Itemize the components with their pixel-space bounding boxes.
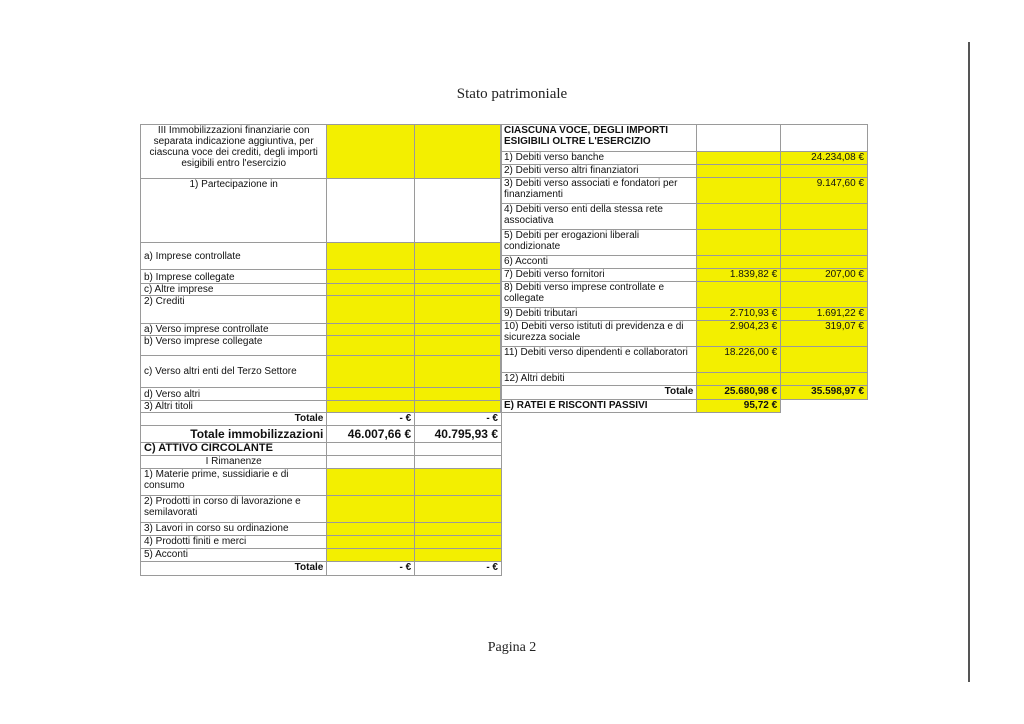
table-row	[501, 152, 868, 165]
total-label: Totale	[141, 413, 327, 426]
value-cell	[415, 443, 502, 456]
row-label: 3) Lavori in corso su ordinazione	[141, 523, 327, 536]
table-row	[141, 413, 502, 426]
value-cell: 18.226,00 €	[697, 347, 781, 373]
value-cell	[415, 125, 502, 179]
table-row	[501, 321, 868, 347]
value-cell	[327, 523, 415, 536]
value-cell	[327, 356, 415, 388]
total-value: - €	[327, 413, 415, 426]
row-label: b) Imprese collegate	[141, 270, 327, 284]
value-cell	[327, 536, 415, 549]
value-cell: 319,07 €	[781, 321, 868, 347]
value-cell	[697, 282, 781, 308]
value-cell: 9.147,60 €	[781, 178, 868, 204]
table-row	[501, 230, 868, 256]
value-cell	[781, 256, 868, 269]
row-label: 7) Debiti verso fornitori	[501, 269, 697, 282]
value-cell	[781, 347, 868, 373]
row-label: c) Altre imprese	[141, 284, 327, 296]
row-label: 2) Prodotti in corso di lavorazione e semilavorati	[141, 496, 327, 523]
table-row	[141, 496, 502, 523]
value-cell: 1.691,22 €	[781, 308, 868, 321]
row-label: 6) Acconti	[501, 256, 697, 269]
value-cell	[697, 152, 781, 165]
value-cell	[415, 336, 502, 356]
value-cell	[697, 178, 781, 204]
value-cell	[327, 270, 415, 284]
value-cell: 2.710,93 €	[697, 308, 781, 321]
table-row	[141, 469, 502, 496]
table-row	[501, 308, 868, 321]
table-row	[141, 243, 502, 270]
table-row	[501, 178, 868, 204]
value-cell	[327, 496, 415, 523]
table-row	[141, 284, 502, 296]
section-heading: E) RATEI E RISCONTI PASSIVI	[501, 400, 697, 413]
total-value: 40.795,93 €	[415, 426, 502, 443]
value-cell	[697, 230, 781, 256]
row-label: 4) Debiti verso enti della stessa rete associativa	[501, 204, 697, 230]
row-label: 3) Debiti verso associati e fondatori per finanziamenti	[501, 178, 697, 204]
value-cell	[327, 179, 415, 243]
row-label: 11) Debiti verso dipendenti e collaboratori	[501, 347, 697, 373]
total-immobilizzazioni-label: Totale immobilizzazioni	[141, 426, 327, 443]
value-cell	[415, 496, 502, 523]
row-label: 3) Altri titoli	[141, 401, 327, 413]
row-label: a) Imprese controllate	[141, 243, 327, 270]
row-label: 1) Partecipazione in	[141, 179, 327, 243]
row-label: 5) Debiti per erogazioni liberali condizionate	[501, 230, 697, 256]
total-value: - €	[327, 562, 415, 576]
value-cell	[327, 401, 415, 413]
row-label: 2) Debiti verso altri finanziatori	[501, 165, 697, 178]
value-cell	[327, 388, 415, 401]
row-label: 12) Altri debiti	[501, 373, 697, 386]
value-cell	[781, 230, 868, 256]
total-value: - €	[415, 562, 502, 576]
table-row	[501, 125, 868, 152]
table-row	[141, 296, 502, 324]
value-cell: 2.904,23 €	[697, 321, 781, 347]
row-label: 2) Crediti	[141, 296, 327, 324]
value-cell: 207,00 €	[781, 269, 868, 282]
table-row	[141, 179, 502, 243]
page-edge-rule	[968, 42, 970, 682]
page-number: Pagina 2	[487, 640, 537, 655]
section-heading: C) ATTIVO CIRCOLANTE	[141, 443, 327, 456]
value-cell	[415, 270, 502, 284]
value-cell	[415, 388, 502, 401]
value-cell	[415, 536, 502, 549]
section-heading: CIASCUNA VOCE, DEGLI IMPORTI ESIGIBILI OLTRE L'ESERCIZIO	[501, 125, 697, 152]
table-row	[141, 388, 502, 401]
total-value: 25.680,98 €	[697, 386, 781, 400]
table-row	[501, 347, 868, 373]
value-cell	[415, 456, 502, 469]
table-row	[141, 443, 502, 456]
value-cell	[327, 243, 415, 270]
table-row	[141, 523, 502, 536]
value-cell	[697, 256, 781, 269]
value-cell	[327, 296, 415, 324]
table-row	[501, 269, 868, 282]
total-label: Totale	[501, 386, 697, 400]
value-cell: 24.234,08 €	[781, 152, 868, 165]
value-cell	[415, 469, 502, 496]
value-cell	[697, 165, 781, 178]
left-balance-table	[140, 124, 502, 576]
row-label: 4) Prodotti finiti e merci	[141, 536, 327, 549]
value-cell	[327, 324, 415, 336]
row-label: 5) Acconti	[141, 549, 327, 562]
table-row	[141, 356, 502, 388]
table-row	[501, 400, 868, 413]
table-row	[141, 426, 502, 443]
table-row	[501, 165, 868, 178]
row-label: 8) Debiti verso imprese controllate e collegate	[501, 282, 697, 308]
value-cell	[415, 296, 502, 324]
table-row	[141, 336, 502, 356]
row-label: b) Verso imprese collegate	[141, 336, 327, 356]
table-row	[141, 536, 502, 549]
value-cell	[327, 549, 415, 562]
table-row	[141, 549, 502, 562]
total-value: 46.007,66 €	[327, 426, 415, 443]
value-cell	[327, 336, 415, 356]
row-label: 1) Debiti verso banche	[501, 152, 697, 165]
table-row	[141, 125, 502, 179]
row-label: I Rimanenze	[141, 456, 327, 469]
right-balance-table	[500, 124, 868, 413]
table-row	[141, 562, 502, 576]
value-cell	[415, 284, 502, 296]
value-cell	[327, 284, 415, 296]
value-cell	[415, 523, 502, 536]
total-value: - €	[415, 413, 502, 426]
row-label: a) Verso imprese controllate	[141, 324, 327, 336]
value-cell	[781, 373, 868, 386]
value-cell: 1.839,82 €	[697, 269, 781, 282]
value-cell	[327, 125, 415, 179]
value-cell	[781, 204, 868, 230]
value-cell	[415, 179, 502, 243]
table-row	[141, 401, 502, 413]
row-label: III Immobilizzazioni finanziarie con separata indicazione aggiuntiva, per ciascuna voce dei crediti, degli importi esigibili entro l'esercizio	[141, 125, 327, 179]
value-cell	[697, 204, 781, 230]
table-row	[501, 256, 868, 269]
value-cell	[415, 243, 502, 270]
value-cell	[327, 456, 415, 469]
table-row	[141, 456, 502, 469]
total-value: 35.598,97 €	[781, 386, 868, 400]
value-cell	[781, 282, 868, 308]
row-label: c) Verso altri enti del Terzo Settore	[141, 356, 327, 388]
row-label: 9) Debiti tributari	[501, 308, 697, 321]
total-label: Totale	[141, 562, 327, 576]
table-row	[501, 386, 868, 400]
row-label: 1) Materie prime, sussidiarie e di consumo	[141, 469, 327, 496]
table-row	[501, 204, 868, 230]
value-cell	[781, 125, 868, 152]
value-cell	[327, 443, 415, 456]
value-cell	[415, 401, 502, 413]
table-row	[501, 373, 868, 386]
row-label: 10) Debiti verso istituti di previdenza e di sicurezza sociale	[501, 321, 697, 347]
table-row	[501, 282, 868, 308]
value-cell	[697, 125, 781, 152]
row-label: d) Verso altri	[141, 388, 327, 401]
value-cell	[415, 324, 502, 336]
page-title: Stato patrimoniale	[456, 86, 568, 102]
total-value: 95,72 €	[697, 400, 781, 413]
value-cell	[415, 356, 502, 388]
table-row	[141, 270, 502, 284]
value-cell	[327, 469, 415, 496]
table-row	[141, 324, 502, 336]
value-cell	[415, 549, 502, 562]
value-cell	[781, 165, 868, 178]
value-cell	[781, 400, 868, 413]
value-cell	[697, 373, 781, 386]
